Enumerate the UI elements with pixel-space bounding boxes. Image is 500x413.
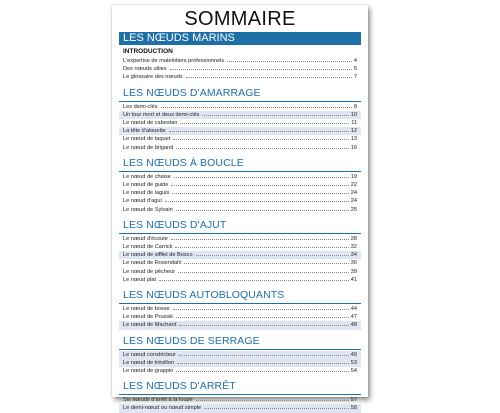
dot-leader xyxy=(186,77,352,78)
entry-label: L'expertise de matelotiers professionnels xyxy=(123,58,225,64)
toc-entry[interactable] xyxy=(119,135,361,143)
entry-page-number: 7 xyxy=(353,74,357,81)
entry-label: Des nœuds utiles xyxy=(123,66,167,73)
dot-leader xyxy=(176,317,349,318)
toc-entry[interactable] xyxy=(119,359,361,367)
toc-section xyxy=(119,335,361,376)
toc-section xyxy=(119,219,361,284)
dot-leader xyxy=(161,107,352,108)
section-rule xyxy=(119,394,361,395)
entry-page-number: 5 xyxy=(353,66,357,73)
toc-entry[interactable] xyxy=(119,103,361,111)
entry-label: Le nœud de bosse xyxy=(123,306,170,313)
toc-page xyxy=(112,5,368,412)
entry-page-number: 10 xyxy=(350,111,357,118)
dot-leader xyxy=(159,280,349,281)
toc-entry[interactable] xyxy=(119,404,361,412)
entry-label: Le nœud de grappin xyxy=(123,368,174,375)
toc-entry[interactable] xyxy=(119,189,361,197)
toc-entry[interactable] xyxy=(119,65,361,73)
dot-leader xyxy=(179,325,348,326)
entry-label: Le nœud de trésillon xyxy=(123,359,174,366)
entry-label: Le glossaire des nœuds xyxy=(123,74,183,81)
entry-page-number: 16 xyxy=(350,144,357,151)
dot-leader xyxy=(176,371,348,372)
toc-entry[interactable] xyxy=(119,305,361,313)
entry-page-number: 39 xyxy=(350,268,357,275)
entry-label: Le nœud de cabestan xyxy=(123,120,178,127)
entry-page-number: 19 xyxy=(350,173,357,180)
dot-leader xyxy=(169,131,349,132)
table-of-contents xyxy=(119,32,361,413)
dot-leader xyxy=(177,363,349,364)
toc-entry[interactable] xyxy=(119,268,361,276)
dot-leader xyxy=(173,309,349,310)
entry-page-number: 36 xyxy=(350,260,357,267)
toc-entry[interactable] xyxy=(119,197,361,205)
toc-entry[interactable] xyxy=(119,243,361,251)
dot-leader xyxy=(171,185,348,186)
section-title: LES NŒUDS AUTOBLOQUANTS xyxy=(123,289,285,302)
toc-entry[interactable] xyxy=(119,206,361,214)
entry-label: Le nœud constricteur xyxy=(123,351,176,358)
entry-label: Le nœud de pêcheur xyxy=(123,268,175,275)
toc-entry[interactable] xyxy=(119,119,361,127)
toc-section xyxy=(119,157,361,214)
dot-leader xyxy=(172,193,348,194)
section-title: LES NŒUDS DE SERRAGE xyxy=(123,334,260,347)
toc-entry[interactable] xyxy=(119,276,361,284)
entry-label: Le nœud de Sylvain xyxy=(123,206,173,213)
section-rule xyxy=(119,303,361,304)
entry-page-number: 8 xyxy=(353,103,357,110)
dot-leader xyxy=(178,272,349,273)
dot-leader xyxy=(176,148,348,149)
entry-label: Le nœud de brigand xyxy=(123,144,174,151)
dot-leader xyxy=(165,201,349,202)
entry-label: Le nœud de Rosendahl xyxy=(123,260,182,267)
toc-entry[interactable] xyxy=(119,251,361,259)
entry-page-number: 25 xyxy=(350,206,357,213)
entry-page-number: 4 xyxy=(353,58,357,64)
section-title: LES NŒUDS D'AMARRAGE xyxy=(123,86,261,99)
toc-section xyxy=(119,87,361,152)
toc-entry[interactable] xyxy=(119,127,361,135)
entry-label: Le nœud de sifflet de Bosco xyxy=(123,252,193,259)
dot-leader xyxy=(204,408,349,409)
dot-leader xyxy=(176,210,349,211)
entry-label: Le nœud de taquet xyxy=(123,136,171,143)
entry-page-number: 32 xyxy=(350,244,357,251)
entry-page-number: 48 xyxy=(350,322,357,329)
entry-label: Le nœud d'agui xyxy=(123,198,162,205)
entry-page-number: 53 xyxy=(350,359,357,366)
section-title: LES NŒUDS D'AJUT xyxy=(123,218,227,231)
toc-entry[interactable] xyxy=(119,396,361,404)
section-rule xyxy=(119,101,361,102)
entry-label: Le nœud de Machard xyxy=(123,322,177,329)
entry-label: Un tour mort et deux demi-clés xyxy=(123,111,200,118)
entry-page-number: 34 xyxy=(350,252,357,259)
toc-entry[interactable] xyxy=(119,351,361,359)
entry-page-number: 24 xyxy=(350,190,357,197)
entry-label: Le nœud de chaise xyxy=(123,173,171,180)
dot-leader xyxy=(184,263,348,264)
entry-label: Six nœuds d'arrêt à la loupe xyxy=(123,397,193,404)
dot-leader xyxy=(180,123,349,124)
dot-leader xyxy=(174,177,349,178)
entry-label: Le nœud d'écoute xyxy=(123,235,168,242)
dot-leader xyxy=(173,139,348,140)
section-rule xyxy=(119,171,361,172)
page-title: SOMMAIRE xyxy=(184,8,296,30)
entry-page-number: 44 xyxy=(350,306,357,313)
entry-page-number: 58 xyxy=(350,405,357,412)
dot-leader xyxy=(202,115,348,116)
entry-page-number: 24 xyxy=(350,198,357,205)
entry-label: Le nœud de laguis xyxy=(123,190,170,197)
toc-section xyxy=(119,32,361,82)
toc-entry[interactable] xyxy=(119,321,361,329)
toc-entry[interactable] xyxy=(119,57,361,65)
dot-leader xyxy=(179,355,349,356)
dot-leader xyxy=(175,247,348,248)
entry-page-number: 47 xyxy=(350,314,357,321)
toc-entry[interactable] xyxy=(119,111,361,119)
toc-section xyxy=(119,289,361,330)
toc-entry[interactable] xyxy=(119,144,361,152)
dot-leader xyxy=(196,400,349,401)
entry-label: Le nœud de guide xyxy=(123,182,169,189)
entry-page-number: 41 xyxy=(350,276,357,283)
toc-entry[interactable] xyxy=(119,367,361,375)
entry-page-number: 22 xyxy=(350,182,357,189)
toc-entry[interactable] xyxy=(119,173,361,181)
toc-section xyxy=(119,380,361,412)
entry-page-number: 54 xyxy=(350,368,357,375)
section-subheading: INTRODUCTION xyxy=(123,48,173,55)
entry-label: Le nœud de Prussik xyxy=(123,314,174,321)
entry-label: Le demi-nœud ou nœud simple xyxy=(123,405,202,412)
toc-entry[interactable] xyxy=(119,313,361,321)
entry-label: Le nœud plat xyxy=(123,276,156,283)
entry-page-number: 28 xyxy=(350,235,357,242)
entry-page-number: 11 xyxy=(351,120,357,127)
entry-page-number: 57 xyxy=(350,397,357,404)
entry-page-number: 13 xyxy=(350,136,357,143)
dot-leader xyxy=(170,69,352,70)
section-rule xyxy=(119,349,361,350)
section-title: LES NŒUDS À BOUCLE xyxy=(123,156,244,169)
section-rule xyxy=(119,233,361,234)
entry-label: Le nœud de Carrick xyxy=(123,244,173,251)
dot-leader xyxy=(227,61,352,62)
toc-entry[interactable] xyxy=(119,181,361,189)
toc-entry[interactable] xyxy=(119,73,361,81)
toc-entry[interactable] xyxy=(119,235,361,243)
entry-page-number: 49 xyxy=(350,351,357,358)
section-banner: LES NŒUDS MARINS xyxy=(119,32,361,45)
entry-label: La tête d'alouette xyxy=(123,128,166,135)
section-title: LES NŒUDS D'ARRÊT xyxy=(123,380,236,393)
dot-leader xyxy=(196,255,349,256)
toc-entry[interactable] xyxy=(119,259,361,267)
entry-page-number: 12 xyxy=(350,128,357,135)
entry-label: Les demi-clés xyxy=(123,103,158,110)
dot-leader xyxy=(171,239,349,240)
